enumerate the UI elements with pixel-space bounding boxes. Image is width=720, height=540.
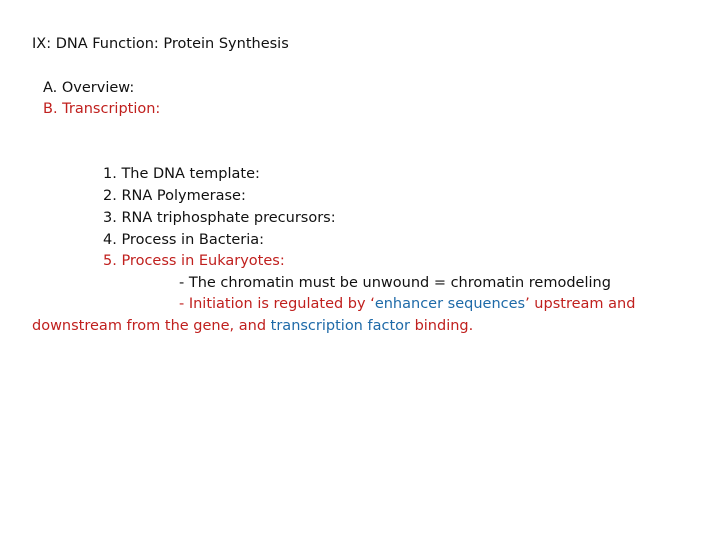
- section-overview: A. Overview:: [43, 80, 135, 96]
- list-item-process-eukaryotes: 5. Process in Eukaryotes:: [103, 253, 285, 269]
- transcription-factor-term: transcription factor: [270, 318, 410, 334]
- list-item-rna-polymerase: 2. RNA Polymerase:: [103, 188, 246, 204]
- list-item-rna-precursors: 3. RNA triphosphate precursors:: [103, 210, 336, 226]
- slide-title: IX: DNA Function: Protein Synthesis: [32, 36, 289, 52]
- list-item-process-bacteria: 4. Process in Bacteria:: [103, 232, 265, 248]
- bullet-text-segment: downstream from the gene, and: [32, 318, 271, 334]
- list-item-dna-template: 1. The DNA template:: [103, 166, 260, 182]
- bullet-initiation-regulation: [179, 294, 635, 314]
- bullet-initiation-continuation: [32, 316, 473, 336]
- bullet-text-segment: - Initiation is regulated by ‘: [179, 296, 375, 312]
- enhancer-sequences-term: enhancer sequences: [374, 296, 526, 312]
- bullet-text-segment: ’ upstream and: [525, 296, 636, 312]
- bullet-chromatin-remodeling: - The chromatin must be unwound = chromatin remodeling: [179, 275, 611, 291]
- section-transcription: B. Transcription:: [43, 101, 161, 117]
- bullet-text-segment: binding.: [409, 318, 474, 334]
